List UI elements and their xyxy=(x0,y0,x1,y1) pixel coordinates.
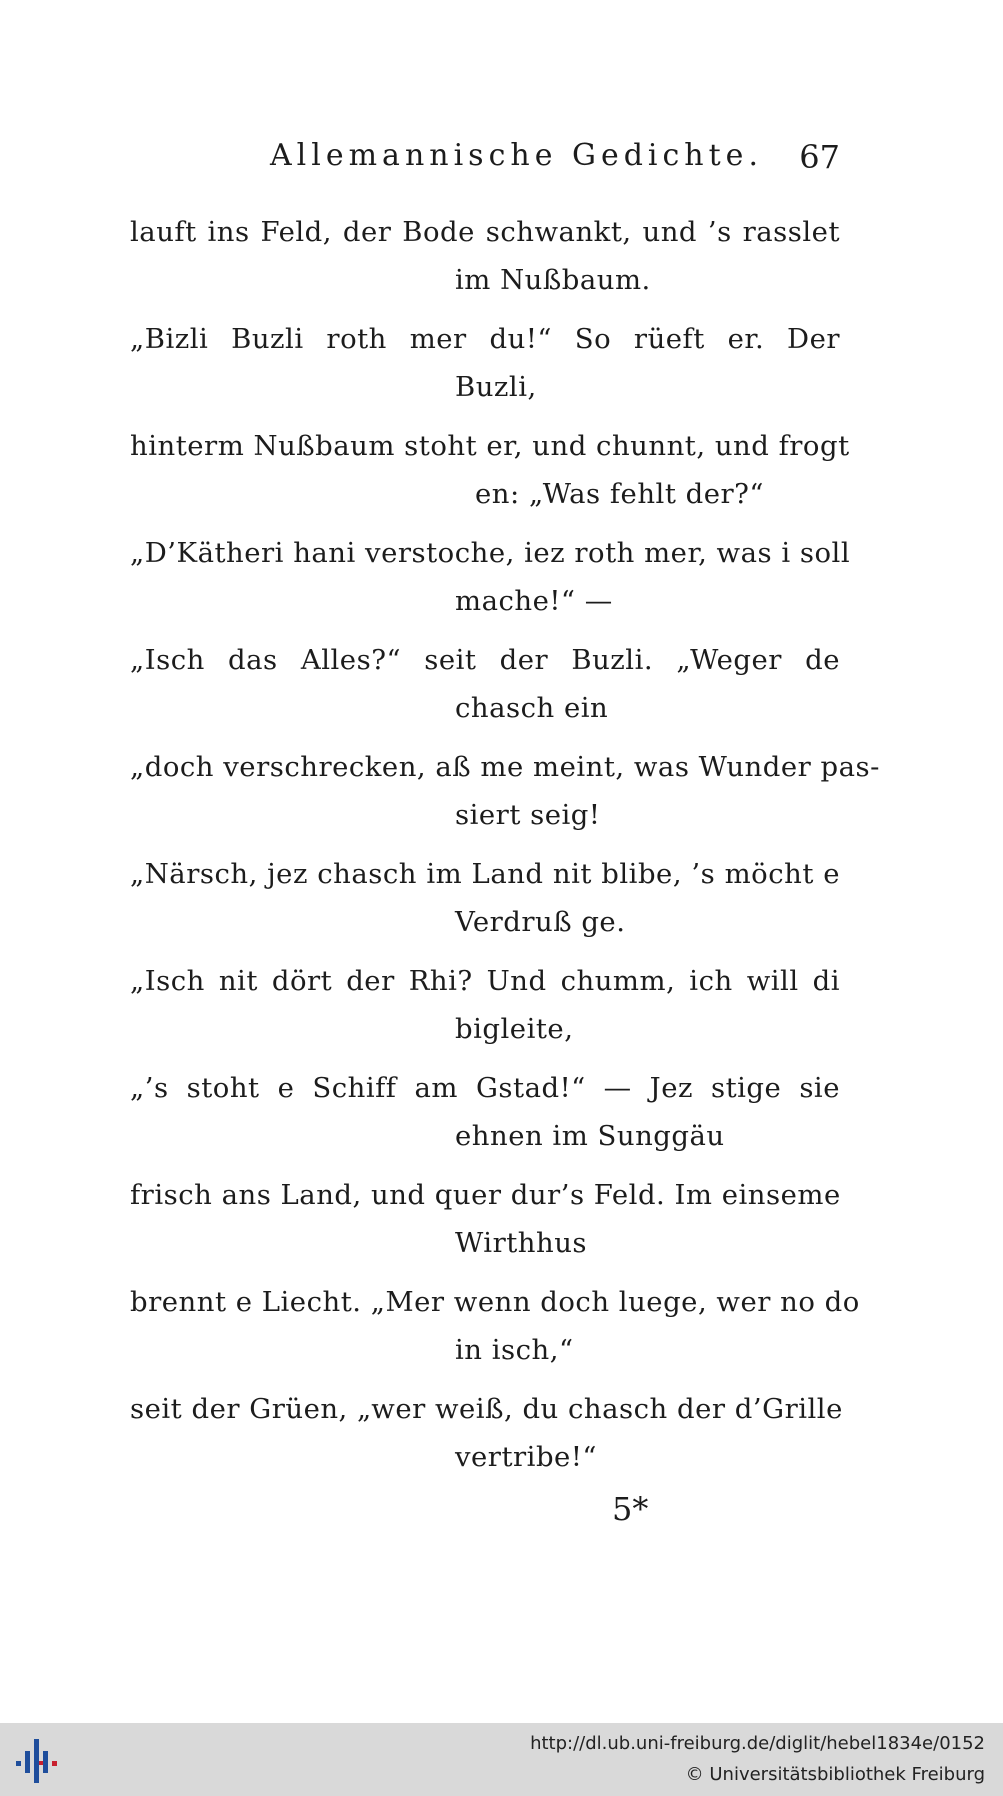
verse-line: seit der Grüen, „wer weiß, du chasch der d’Grille xyxy=(130,1393,843,1425)
poem-body xyxy=(130,210,880,1494)
verse-line: „Närsch, jez chasch im Land nit blibe, ’s möcht e xyxy=(130,858,840,890)
verse-continuation: Buzli, xyxy=(455,371,537,403)
verse xyxy=(130,1280,860,1387)
verse-line: „Bizli Buzli roth mer du!“ So rüeft er. Der xyxy=(130,323,840,355)
verse-continuation: ehnen im Sunggäu xyxy=(455,1120,725,1152)
copyright-notice: © Universitätsbibliothek Freiburg xyxy=(685,1764,985,1785)
verse-line: frisch ans Land, und quer dur’s Feld. Im einseme xyxy=(130,1179,841,1211)
verse-line: „D’Kätheri hani verstoche, iez roth mer, was i soll xyxy=(130,537,851,569)
verse-continuation: im Nußbaum. xyxy=(455,264,651,296)
verse xyxy=(130,1387,843,1494)
verse-line: „’s stoht e Schiff am Gstad!“ — Jez stige sie xyxy=(130,1072,840,1104)
viewer-footer xyxy=(0,1723,1003,1796)
verse-continuation: siert seig! xyxy=(455,799,601,831)
verse xyxy=(130,852,840,959)
verse xyxy=(130,745,880,852)
signature-mark: 5* xyxy=(612,1490,649,1528)
document-url-link[interactable]: http://dl.ub.uni-freiburg.de/diglit/hebel1834e/0152 xyxy=(530,1733,985,1754)
verse-line: „doch verschrecken, aß me meint, was Wunder pas- xyxy=(130,751,880,783)
verse xyxy=(130,959,840,1066)
page-header xyxy=(270,138,840,182)
verse-line: hinterm Nußbaum stoht er, und chunnt, und frogt xyxy=(130,430,850,462)
verse xyxy=(130,638,840,745)
verse-line: brennt e Liecht. „Mer wenn doch luege, wer no do xyxy=(130,1286,860,1318)
verse-line: „Isch nit dört der Rhi? Und chumm, ich will di xyxy=(130,965,840,997)
university-library-logo-icon[interactable] xyxy=(12,1735,64,1787)
verse xyxy=(130,1066,840,1173)
verse-continuation: bigleite, xyxy=(455,1013,574,1045)
verse-continuation: chasch ein xyxy=(455,692,609,724)
verse-continuation: vertribe!“ xyxy=(455,1441,597,1473)
verse xyxy=(130,424,850,531)
verse xyxy=(130,210,840,317)
verse xyxy=(130,1173,840,1280)
verse-line: „Isch das Alles?“ seit der Buzli. „Weger de xyxy=(130,644,840,676)
verse-continuation: mache!“ — xyxy=(455,585,613,617)
verse-line: lauft ins Feld, der Bode schwankt, und ’s rasslet xyxy=(130,216,840,248)
verse-continuation: en: „Was fehlt der?“ xyxy=(475,478,764,510)
page-number: 67 xyxy=(799,138,840,176)
verse-continuation: Verdruß ge. xyxy=(455,906,626,938)
verse-continuation: in isch,“ xyxy=(455,1334,574,1366)
verse xyxy=(130,531,851,638)
verse xyxy=(130,317,840,424)
running-title: Allemannische Gedichte. xyxy=(270,138,763,173)
verse-continuation: Wirthhus xyxy=(455,1227,588,1259)
